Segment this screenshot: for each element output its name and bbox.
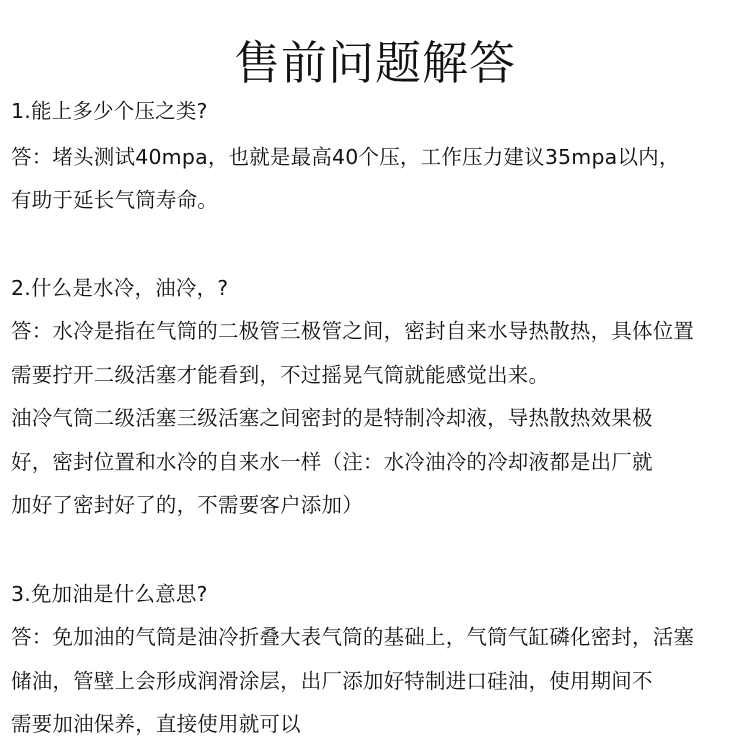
answer-1-line-2: 有助于延长气筒寿命。	[11, 188, 218, 212]
answer-2-line-5: 加好了密封好了的，不需要客户添加）	[11, 493, 363, 517]
answer-3-line-2: 储油，管壁上会形成润滑涂层，出厂添加好特制进口硅油，使用期间不	[11, 669, 653, 693]
answer-1-line-1: 答：堵头测试40mpa，也就是最高40个压，工作压力建议35mpa以内，	[11, 145, 680, 169]
answer-3-line-3: 需要加油保养，直接使用就可以	[11, 712, 301, 736]
page-title: 售前问题解答	[234, 36, 516, 90]
answer-2-line-4: 好，密封位置和水冷的自来水一样（注：水冷油冷的冷却液都是出厂就	[11, 450, 653, 474]
question-3: 3.免加油是什么意思?	[11, 582, 208, 606]
question-1: 1.能上多少个压之类?	[11, 99, 208, 123]
question-2: 2.什么是水冷，油冷，?	[11, 276, 229, 300]
answer-2-line-3: 油冷气筒二级活塞三级活塞之间密封的是特制冷却液，导热散热效果极	[11, 406, 653, 430]
answer-2-line-1: 答：水冷是指在气筒的二极管三极管之间，密封自来水导热散热，具体位置	[11, 319, 695, 343]
answer-3-line-1: 答：免加油的气筒是油冷折叠大表气筒的基础上，气筒气缸磷化密封，活塞	[11, 625, 695, 649]
answer-2-line-2: 需要拧开二级活塞才能看到，不过摇晃气筒就能感觉出来。	[11, 363, 550, 387]
